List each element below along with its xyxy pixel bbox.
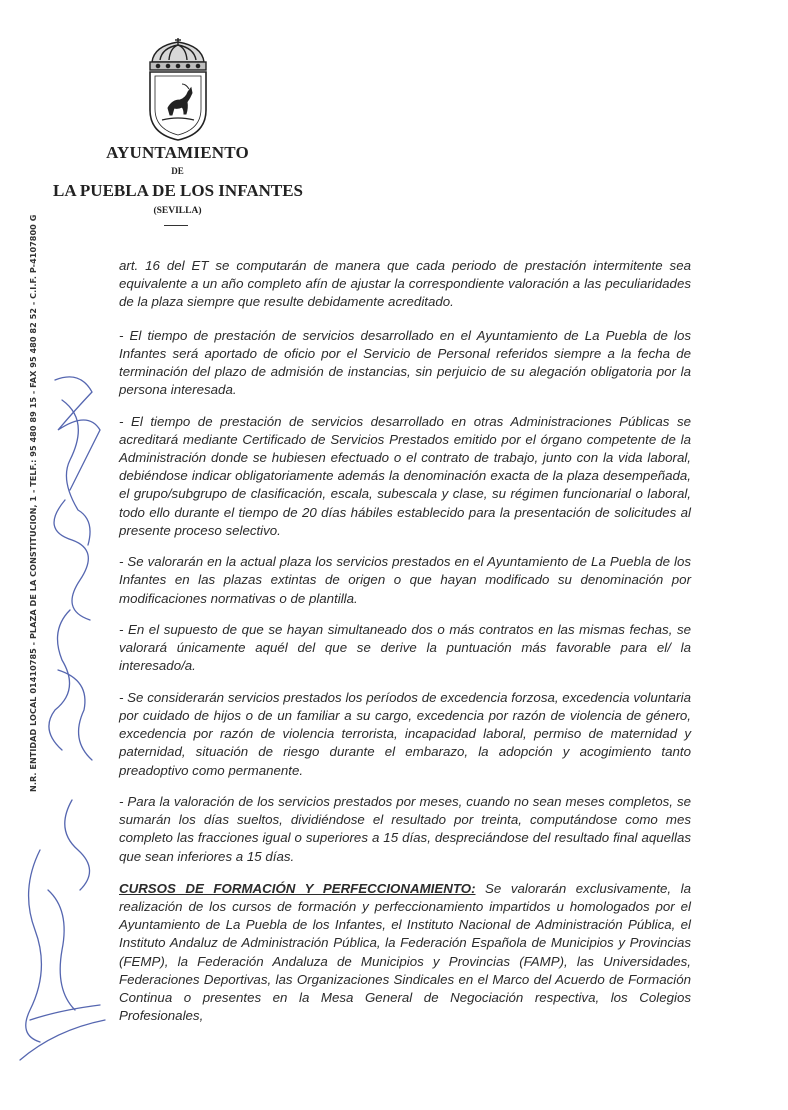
paragraph-intermittent-service: art. 16 del ET se computarán de manera que cada periodo de prestación intermitente sea equivalente a un año completo afín de ajustar la correspondiente valoración a las peculiaridades de la plaza siempre que resulte debidamente acreditado. (119, 258, 691, 310)
paragraph-extinct-positions: - Se valorarán en la actual plaza los servicios prestados en el Ayuntamiento de La Puebla de los Infantes en las plazas extintas de origen o que hayan modificado su denominación por modificaciones normativas o de plantilla. (119, 554, 691, 606)
paragraph-local-service: - El tiempo de prestación de servicios desarrollado en el Ayuntamiento de La Puebla de los Infantes será aportado de oficio por el Servicio de Personal referidos siempre a la fecha de terminación del plazo de admisión de instancias, sin perjuicio de su alegación obligatoria por la persona interesada. (119, 327, 691, 398)
coat-of-arms-icon (142, 36, 214, 142)
organization-name: AYUNTAMIENTO (106, 143, 249, 162)
handwritten-signatures (0, 370, 110, 1070)
paragraph-monthly-valuation: - Para la valoración de los servicios prestados por meses, cuando no sean meses completos, se sumarán los días sueltos, dividiéndose el resultado por treinta, computándose como mes completo las fracciones igual o superiores a 15 días, despreciándose del resultado final aquellas que sean inferiores a 15 días. (119, 794, 691, 864)
paragraph-leave-periods: - Se considerarán servicios prestados los períodos de excedencia forzosa, excedencia voluntaria por cuidado de hijos o de un familiar a su cargo, excedencia por razón de violencia de género, excedencia por razón de violencia terrorista, incapacidad laboral, permiso de maternidad y paternidad, situación de riesgo durante el embarazo, la adopción y acogimiento tanto preadoptivo como permanente. (119, 689, 691, 778)
paragraph-simultaneous-contracts: - En el supuesto de que se hayan simultaneado dos o más contratos en las mismas fechas, se valorará únicamente aquél del que se derive la puntuación más favorable para el/ la interesado/a. (119, 622, 691, 674)
header-divider (164, 225, 188, 226)
section-text: Se valorarán exclusivamente, la realización de los cursos de formación y perfeccionamiento impartidos u homologados por el Ayuntamiento de La Puebla de los Infantes, el Instituto Nacional de Administración Pública, el Instituto Andaluz de Administración Pública, la Federación Española de Municipios y Provincias (FEMP), la Federación Andaluza de Municipios y Provincias (FAMP), las Universidades, Federaciones Deportivas, las Organizaciones Sindicales en el Marco del Acuerdo de Formación Continua o presentes en la Mesa General de Negociación respectiva, los Colegios Profesionales, (119, 880, 691, 1024)
side-stamp-text: N.R. ENTIDAD LOCAL 01410785 - PLAZA DE LA CONSTITUCION, 1 - TELF.: 95 480 89 15 - FAX 95 480 82 52 - C.I.F. P-4107800 G (28, 214, 38, 792)
organization-connector: DE (171, 166, 184, 176)
section-heading: CURSOS DE FORMACIÓN Y PERFECCIONAMIENTO: (119, 880, 476, 896)
paragraph-training-courses (119, 880, 691, 1026)
province-name: (SEVILLA) (153, 206, 202, 216)
document-body (119, 257, 691, 1039)
town-name: LA PUEBLA DE LOS INFANTES (52, 181, 304, 200)
paragraph-other-administrations: - El tiempo de prestación de servicios desarrollado en otras Administraciones Públicas se acreditará mediante Certificado de Servicios Prestados emitido por el órgano competente de la Administración donde se hubiesen efectuado o el contrato de trabajo, junto con la vida laboral, debiéndose indicar obligatoriamente además la denominación exacta de la plaza desempeñada, el grupo/subgrupo de clasificación, escala, subescala y clase, su régimen funcionarial o laboral, todo ello durante el tiempo de 20 días hábiles establecido para la presentación de solicitudes al presente proceso selectivo. (119, 413, 691, 538)
